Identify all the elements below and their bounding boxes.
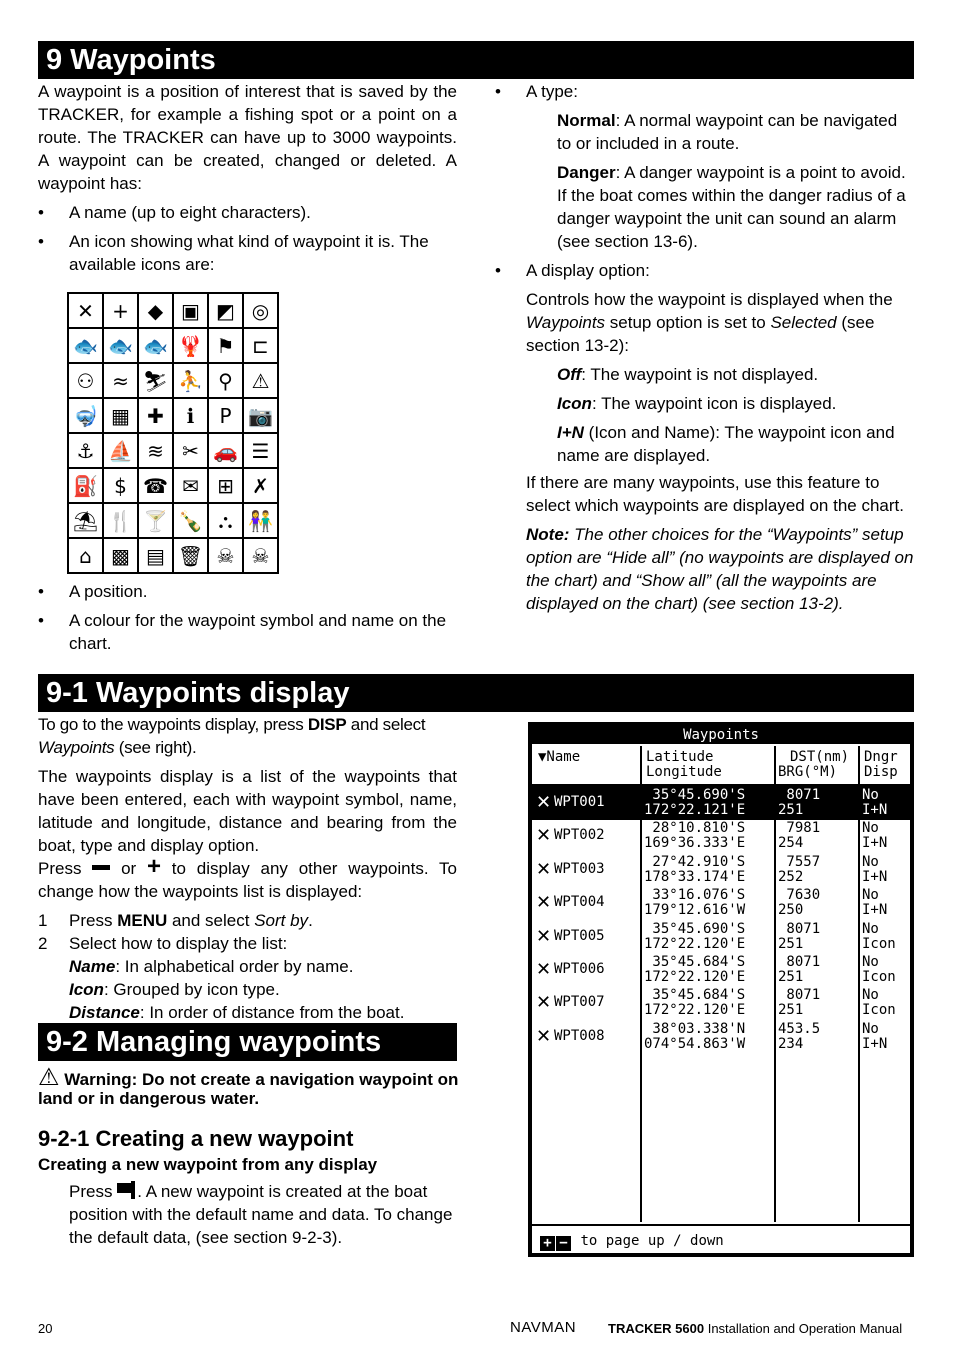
bullet-type: • A type: <box>495 82 578 101</box>
waypoint-latitude: 35°45.690'S <box>644 920 746 937</box>
manual-title: TRACKER 5600 Installation and Operation Manual <box>608 1321 903 1336</box>
waypoint-symbol-icon: 🤿 <box>69 399 102 432</box>
waypoint-name: WPT002 <box>554 827 605 844</box>
waypoint-distance: 8071 <box>778 787 821 803</box>
danger-description: Danger: A danger waypoint is a point to avoid. If the boat comes within the danger radius of a danger waypoint the unit can sound an alarm (see section 13-6). <box>557 163 906 251</box>
waypoint-symbol-icon: 🗑 <box>174 539 207 572</box>
waypoint-danger: No <box>862 853 879 870</box>
left-column-display <box>38 713 457 1024</box>
waypoint-name: WPT006 <box>554 961 605 977</box>
header-name[interactable]: ▼Name <box>538 749 581 765</box>
waypoint-symbol-icon: ℹ <box>174 399 207 432</box>
waypoint-symbol-icon: ✚ <box>139 399 172 432</box>
waypoint-bearing: 234 <box>778 1035 804 1052</box>
waypoint-display-option: I+N <box>862 835 888 852</box>
waypoint-longitude: 172°22.120'E <box>644 935 746 952</box>
waypoint-symbol-icon: ☠ <box>244 539 277 572</box>
waypoint-symbol-icon: ⛬ <box>209 504 242 537</box>
waypoint-row[interactable] <box>532 886 910 920</box>
waypoint-symbol-icon: 🚗 <box>209 434 242 467</box>
waypoint-row[interactable] <box>532 853 910 887</box>
left-column-bullets <box>38 580 457 655</box>
waypoint-latitude: 35°45.684'S <box>644 987 746 1004</box>
waypoint-danger: No <box>862 787 879 803</box>
waypoint-symbol-icon: ⛱ <box>69 504 102 537</box>
waypoint-row[interactable] <box>532 953 910 987</box>
waypoint-name: WPT001 <box>554 794 605 810</box>
waypoint-symbol-icon: ⚓ <box>69 434 102 467</box>
waypoint-symbol-icon: ⛵ <box>104 434 137 467</box>
sort-distance: Distance: In order of distance from the boat. <box>69 1003 405 1022</box>
brand-logo: NAVMAN <box>510 1319 577 1336</box>
footer-hint: to page up / down <box>580 1233 724 1249</box>
bullet-display-option: • A display option: <box>495 261 650 280</box>
waypoint-symbol-icon: ✗ <box>244 469 277 502</box>
waypoint-name: WPT005 <box>554 927 605 944</box>
waypoint-latitude: 35°45.684'S <box>644 954 746 970</box>
note-paragraph: Note: The other choices for the “Waypoints” setup option are “Hide all” (no waypoints are displayed on the chart) and “Show all” (all the waypoints are displayed on the chart) (see section 13-2). <box>526 525 914 613</box>
waypoint-symbol-icon: ✂ <box>174 434 207 467</box>
waypoint-row[interactable] <box>532 986 910 1020</box>
header-latitude: Latitude <box>646 749 714 765</box>
waypoint-symbol-icon: $ <box>104 469 137 502</box>
waypoint-symbol-icon: 👫 <box>244 504 277 537</box>
waypoint-bearing: 251 <box>778 935 804 952</box>
many-waypoints-paragraph: If there are many waypoints, use this feature to select which waypoints are displayed on the chart. <box>526 473 904 515</box>
waypoint-row[interactable] <box>532 1020 910 1054</box>
waypoint-symbol-icon: ⚠ <box>244 364 277 397</box>
waypoint-row[interactable] <box>532 920 910 954</box>
section-9-2-1 <box>38 1125 457 1249</box>
header-dst: DST(nm) <box>790 749 850 765</box>
section-heading-9: 9 Waypoints <box>38 41 914 79</box>
waypoint-symbol-icon: ✕ <box>536 892 552 914</box>
waypoint-distance: 8071 <box>778 987 821 1004</box>
waypoint-name: WPT007 <box>554 994 605 1011</box>
waypoint-name: WPT004 <box>554 894 605 911</box>
waypoint-danger: No <box>862 887 879 904</box>
waypoint-longitude: 172°22.121'E <box>644 802 746 818</box>
screen-title: Waypoints <box>532 726 910 744</box>
waypoint-symbol-icon: ✕ <box>536 925 552 947</box>
waypoint-bearing: 254 <box>778 835 804 852</box>
waypoint-symbol-icon: P <box>209 399 242 432</box>
waypoint-symbol-icon: ⚇ <box>69 364 102 397</box>
bullet-colour: • A colour for the waypoint symbol and name on the chart. <box>38 611 447 653</box>
waypoint-latitude: 28°10.810'S <box>644 820 746 837</box>
create-instruction: Press . A new waypoint is created at the boat position with the default name and data. To change the default data, (see section 9-2-3). <box>69 1182 453 1247</box>
waypoint-danger: No <box>862 954 879 970</box>
right-column-types <box>495 80 915 615</box>
waypoint-symbol-icon: ✕ <box>536 1025 552 1047</box>
waypoint-symbol-icon: 📷 <box>244 399 277 432</box>
screen-header <box>532 748 910 784</box>
section-heading-9-1: 9-1 Waypoints display <box>38 674 914 712</box>
waypoint-symbol-icon: 🍸 <box>139 504 172 537</box>
waypoint-display-option: Icon <box>862 1002 896 1019</box>
waypoint-latitude: 27°42.910'S <box>644 853 746 870</box>
waypoint-symbol-icon: ☠ <box>209 539 242 572</box>
waypoint-longitude: 178°33.174'E <box>644 868 746 885</box>
bullet-position: • A position. <box>38 582 148 601</box>
waypoint-distance: 8071 <box>778 920 821 937</box>
off-option: Off: The waypoint is not displayed. <box>557 365 819 384</box>
waypoint-latitude: 35°45.690'S <box>644 787 746 803</box>
display-description: The waypoints display is a list of the waypoints that have been entered, each with waypoint symbol, name, latitude and longitude, distance and bearing from the boat, type and display option. <box>38 767 457 855</box>
warning-box <box>38 1063 460 1108</box>
waypoint-latitude: 38°03.338'N <box>644 1020 746 1037</box>
waypoint-symbol-icon: ⊞ <box>209 469 242 502</box>
waypoint-symbol-icon: ✕ <box>69 294 102 327</box>
waypoint-display-option: Icon <box>862 969 896 985</box>
waypoint-symbol-icon: 🍾 <box>174 504 207 537</box>
flag-key-icon <box>117 1181 137 1199</box>
page-number: 20 <box>38 1321 53 1336</box>
waypoint-symbol-icon: ⛹ <box>174 364 207 397</box>
waypoint-longitude: 074°54.863'W <box>644 1035 746 1052</box>
waypoint-symbol-icon: ▤ <box>139 539 172 572</box>
waypoint-bearing: 251 <box>778 802 804 818</box>
icon-option: Icon: The waypoint icon is displayed. <box>557 394 837 413</box>
waypoint-name: WPT003 <box>554 860 605 877</box>
minus-key-icon <box>92 865 110 870</box>
waypoint-symbol-icon: ✕ <box>536 825 552 847</box>
page-instruction: Press or + to display any other waypoints. To change how the waypoints list is displayed: <box>38 853 458 901</box>
plus-key-icon: + <box>146 853 161 880</box>
waypoint-symbol-icon: 🦞 <box>174 329 207 362</box>
waypoint-symbol-icon: ☰ <box>244 434 277 467</box>
waypoint-symbol-icon: ◎ <box>244 294 277 327</box>
waypoint-longitude: 172°22.120'E <box>644 1002 746 1019</box>
waypoint-symbol-icon: 🐟 <box>139 329 172 362</box>
waypoint-danger: No <box>862 820 879 837</box>
header-dngr: Dngr <box>864 749 898 765</box>
section-heading-9-2: 9-2 Managing waypoints <box>38 1023 457 1061</box>
header-brg: BRG(°M) <box>778 764 838 780</box>
plus-key-icon: + <box>540 1236 555 1251</box>
waypoint-symbol-icon: + <box>104 294 137 327</box>
subsection-heading: 9-2-1 Creating a new waypoint <box>38 1126 354 1151</box>
waypoint-icon-grid <box>67 292 279 574</box>
waypoint-symbol-icon: ✕ <box>536 858 552 880</box>
waypoint-bearing: 251 <box>778 969 804 985</box>
create-subheading: Creating a new waypoint from any display <box>38 1155 378 1174</box>
bullet-icon: • An icon showing what kind of waypoint it is. The available icons are: <box>38 232 429 274</box>
normal-description: Normal: A normal waypoint can be navigated to or included in a route. <box>557 111 898 153</box>
waypoint-display-option: I+N <box>862 902 888 919</box>
waypoint-symbol-icon: ⛽ <box>69 469 102 502</box>
waypoint-longitude: 172°22.120'E <box>644 969 746 985</box>
waypoint-symbol-icon: ⊏ <box>244 329 277 362</box>
sort-name: Name: In alphabetical order by name. <box>69 957 354 976</box>
waypoint-bearing: 251 <box>778 1002 804 1019</box>
waypoint-bearing: 252 <box>778 868 804 885</box>
waypoint-display-option: I+N <box>862 868 888 885</box>
warning-icon: ⚠ <box>38 1063 60 1091</box>
waypoint-row[interactable] <box>532 786 910 820</box>
waypoint-distance: 7630 <box>778 887 821 904</box>
controls-paragraph: Controls how the waypoint is displayed when the Waypoints setup option is set to Selected (see section 13-2): <box>526 290 893 355</box>
waypoint-symbol-icon: ⌂ <box>69 539 102 572</box>
waypoint-distance: 453.5 <box>778 1020 821 1037</box>
waypoint-symbol-icon: ▦ <box>104 399 137 432</box>
waypoint-symbol-icon: ✕ <box>536 992 552 1014</box>
sort-icon: Icon: Grouped by icon type. <box>69 980 280 999</box>
waypoint-symbol-icon: ≈ <box>104 364 137 397</box>
waypoint-distance: 8071 <box>778 954 821 970</box>
in-option: I+N (Icon and Name): The waypoint icon and name are displayed. <box>557 423 895 465</box>
waypoint-symbol-icon: ✕ <box>536 792 552 813</box>
step-1: 1 Press MENU and select Sort by. <box>38 911 313 930</box>
waypoint-symbol-icon: 🐟 <box>104 329 137 362</box>
waypoint-symbol-icon: ✉ <box>174 469 207 502</box>
waypoint-display-option: I+N <box>862 1035 888 1052</box>
waypoint-display-option: Icon <box>862 935 896 952</box>
waypoint-distance: 7981 <box>778 820 821 837</box>
waypoint-latitude: 33°16.076'S <box>644 887 746 904</box>
waypoint-symbol-icon: ▩ <box>104 539 137 572</box>
waypoint-row[interactable] <box>532 819 910 853</box>
header-disp: Disp <box>864 764 898 780</box>
waypoint-name: WPT008 <box>554 1027 605 1044</box>
waypoint-danger: No <box>862 987 879 1004</box>
waypoint-symbol-icon: 🐟 <box>69 329 102 362</box>
waypoint-symbol-icon: ✕ <box>536 959 552 980</box>
intro-paragraph: A waypoint is a position of interest that is saved by the TRACKER, for example a fishing spot or a point on a route. The TRACKER can have up to 3000 waypoints. A waypoint can be created, changed or deleted. A waypoint has: <box>38 82 457 193</box>
waypoint-symbol-icon: 🍴 <box>104 504 137 537</box>
waypoint-distance: 7557 <box>778 853 821 870</box>
waypoint-symbol-icon: ⛷ <box>139 364 172 397</box>
header-longitude: Longitude <box>646 764 722 780</box>
waypoint-symbol-icon: ◆ <box>139 294 172 327</box>
waypoint-danger: No <box>862 920 879 937</box>
waypoint-display-option: I+N <box>862 802 888 818</box>
waypoint-danger: No <box>862 1020 879 1037</box>
footer-divider <box>532 1224 910 1226</box>
waypoint-symbol-icon: ⚑ <box>209 329 242 362</box>
display-intro: To go to the waypoints display, press DISP and select Waypoints (see right). <box>38 715 426 757</box>
waypoints-screen <box>528 722 914 1257</box>
screen-footer <box>532 1229 910 1253</box>
waypoint-symbol-icon: ▣ <box>174 294 207 327</box>
bullet-name: • A name (up to eight characters). <box>38 203 311 222</box>
waypoint-longitude: 179°12.616'W <box>644 902 746 919</box>
warning-text: Warning: Do not create a navigation waypoint on land or in dangerous water. <box>38 1070 459 1108</box>
waypoint-symbol-icon: ⚲ <box>209 364 242 397</box>
minus-key-icon: − <box>556 1236 571 1251</box>
step-2: 2 Select how to display the list: <box>38 934 288 953</box>
waypoint-bearing: 250 <box>778 902 804 919</box>
waypoint-longitude: 169°36.333'E <box>644 835 746 852</box>
left-column-intro <box>38 80 457 276</box>
waypoint-symbol-icon: ◩ <box>209 294 242 327</box>
waypoint-symbol-icon: ≋ <box>139 434 172 467</box>
waypoint-symbol-icon: ☎ <box>139 469 172 502</box>
